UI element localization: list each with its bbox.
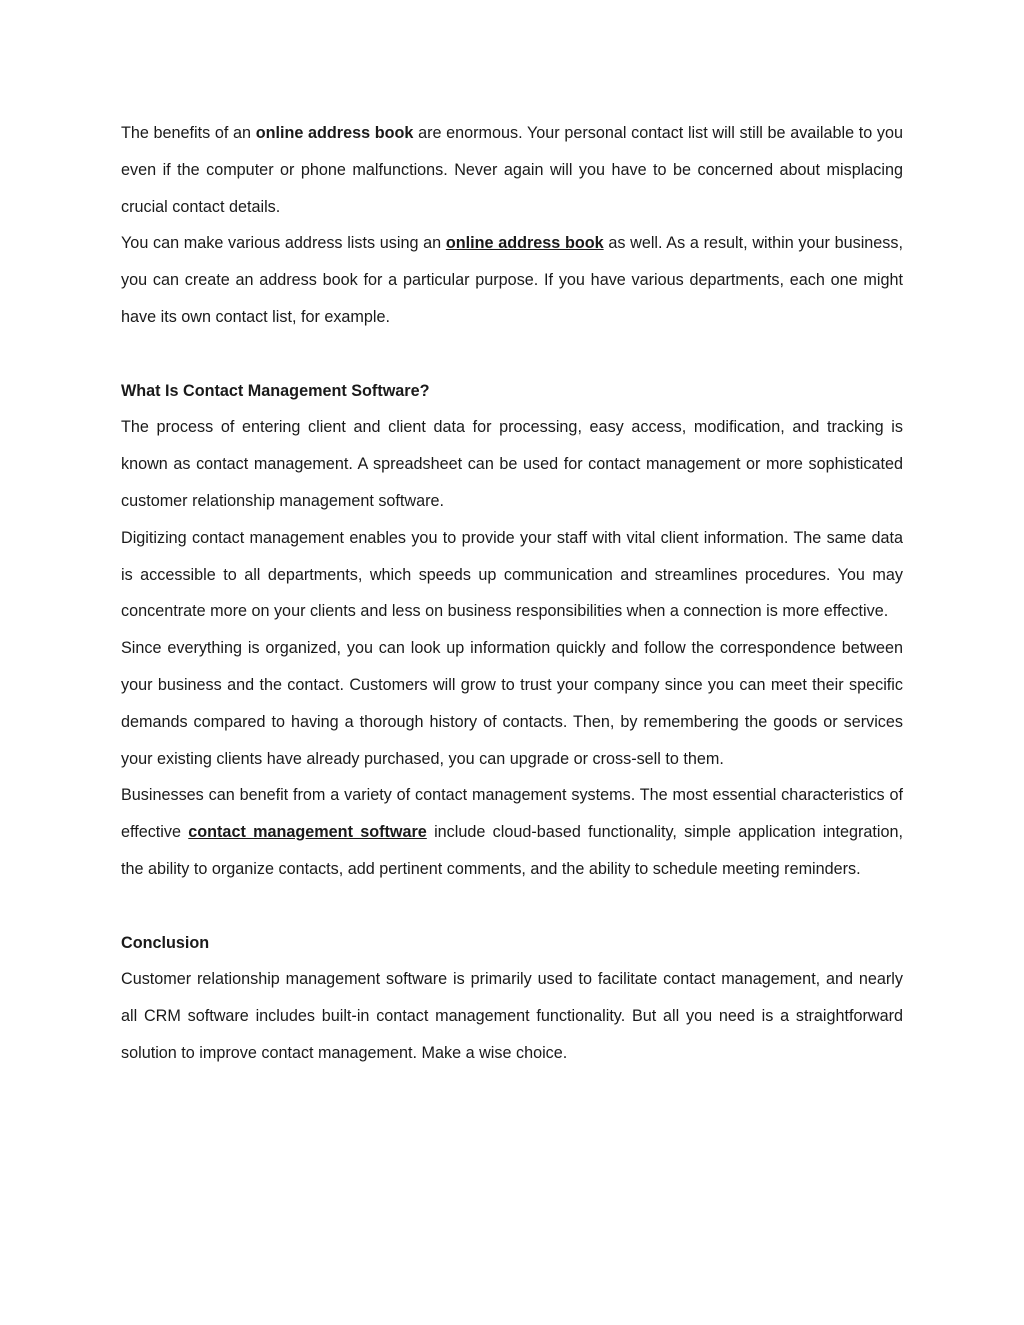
intro-paragraph-2 <box>121 225 903 335</box>
text-segment: The benefits of an <box>121 124 256 142</box>
cms-paragraph-3: Since everything is organized, you can look up information quickly and follow the correspondence between your business and the contact. Customers will grow to trust your company since you can meet their specific demands compared to having a thorough history of contacts. Then, by remembering the goods or services your existing clients have already purchased, you can upgrade or cross-sell to them. <box>121 639 903 768</box>
text-segment: include cloud-based functionality, simple application integration, the ability to organize contacts, add pertinent comments, and the ability to schedule meeting reminders. <box>121 823 903 878</box>
spacer <box>121 336 903 373</box>
document-page <box>121 115 903 1072</box>
text-segment: are enormous. Your personal contact list will still be available to you even if the computer or phone malfunctions. Never again will you have to be concerned about misplacing crucial contact details. <box>121 124 904 216</box>
conclusion-paragraph: Customer relationship management software is primarily used to facilitate contact management, and nearly all CRM software includes built-in contact management functionality. But all you need is a straightforward solution to improve contact management. Make a wise choice. <box>121 970 903 1062</box>
section-heading-conclusion: Conclusion <box>121 933 210 952</box>
intro-paragraph-1 <box>121 115 903 225</box>
text-segment: as well. As a result, within your business, you can create an address book for a particular purpose. If you have various departments, each one might have its own contact list, for example. <box>121 234 903 326</box>
spacer <box>121 888 903 925</box>
bold-term-online-address-book: online address book <box>255 124 414 142</box>
cms-paragraph-4 <box>121 777 903 887</box>
online-address-book-link[interactable]: online address book <box>445 234 604 253</box>
cms-paragraph-2: Digitizing contact management enables you to provide your staff with vital client information. The same data is accessible to all departments, which speeds up communication and streamlines procedures. You may concentrate more on your clients and less on business responsibilities when a connection is more effective. <box>121 528 903 621</box>
cms-paragraph-1: The process of entering client and client data for processing, easy access, modification, and tracking is known as contact management. A spreadsheet can be used for contact management or more sophisticated customer relationship management software. <box>121 418 903 510</box>
text-segment: You can make various address lists using an <box>121 234 446 253</box>
text-segment: Businesses can benefit from a variety of contact management systems. The most essential characteristics of effective <box>121 786 903 842</box>
section-heading-cms: What Is Contact Management Software? <box>121 381 430 400</box>
contact-management-software-link[interactable]: contact management software <box>188 823 427 842</box>
